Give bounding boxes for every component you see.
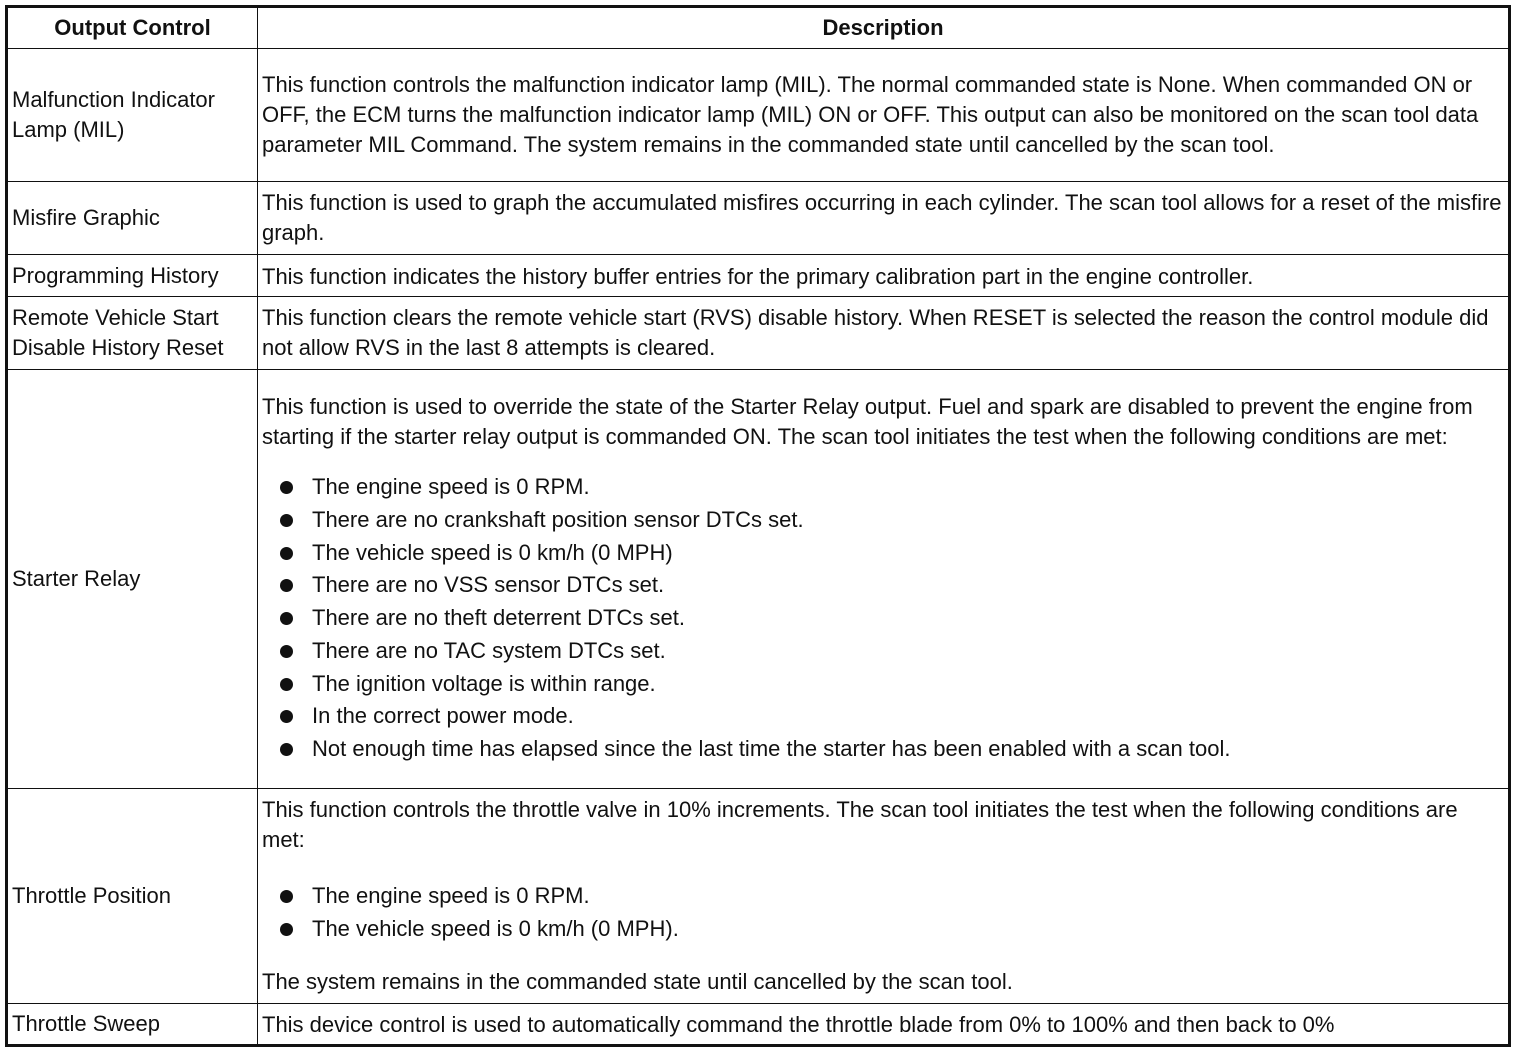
control-line: Starter Relay (12, 566, 141, 591)
description-text: This device control is used to automatically command the throttle blade from 0% to 100% and then back to 0% (262, 1012, 1335, 1037)
description-footer-text: The system remains in the commanded state until cancelled by the scan tool. (262, 969, 1013, 995)
description-text: This function is used to graph the accumulated misfires occurring in each cylinder. The scan tool allows for a reset of the misfire graph. (262, 190, 1502, 245)
row-description-throttle-sweep (258, 1004, 1510, 1046)
control-line: Programming History (12, 262, 219, 288)
table-row (7, 297, 1510, 370)
control-line: Misfire Graphic (12, 205, 160, 230)
list-item: There are no TAC system DTCs set. (262, 635, 1504, 668)
row-description-mil (258, 49, 1510, 182)
list-item: Not enough time has elapsed since the last time the starter has been enabled with a scan tool. (262, 733, 1504, 766)
row-control-throttle-position (7, 789, 258, 1004)
description-text: This function clears the remote vehicle start (RVS) disable history. When RESET is selected the reason the control module did not allow RVS in the last 8 attempts is cleared. (262, 305, 1489, 360)
table-row (7, 1004, 1510, 1046)
table-row (7, 370, 1510, 789)
table-row (7, 49, 1510, 182)
list-item: The vehicle speed is 0 km/h (0 MPH) (262, 537, 1504, 570)
table-header-row (7, 7, 1510, 49)
row-control-programming-history (7, 255, 258, 297)
row-description-throttle-position (258, 789, 1510, 1004)
list-item: In the correct power mode. (262, 700, 1504, 733)
condition-list (262, 880, 1504, 946)
row-description-starter-relay (258, 370, 1510, 789)
description-text: This function is used to override the state of the Starter Relay output. Fuel and spark are disabled to prevent the engine from starting if the starter relay output is commanded ON. The scan tool initiates the test when the following conditions are met: (262, 393, 1473, 449)
list-item: The engine speed is 0 RPM. (262, 880, 1504, 913)
table-row (7, 182, 1510, 255)
control-line: Disable History Reset (12, 335, 224, 360)
row-control-misfire-graphic (7, 182, 258, 255)
header-output-control: Output Control (7, 7, 258, 49)
control-line: Throttle Sweep (12, 1011, 160, 1036)
control-line: Throttle Position (12, 883, 171, 908)
row-control-throttle-sweep (7, 1004, 258, 1046)
description-text: This function controls the malfunction indicator lamp (MIL). The normal commanded state is None. When commanded ON or OFF, the ECM turns the malfunction indicator lamp (MIL) ON or OFF. This output can also be monitored on the scan tool data parameter MIL Command. The system remains in the commanded state until cancelled by the scan tool. (262, 72, 1479, 157)
header-description: Description (258, 7, 1510, 49)
row-description-programming-history (258, 255, 1510, 297)
list-item: There are no theft deterrent DTCs set. (262, 602, 1504, 635)
output-control-table (5, 5, 1511, 1047)
description-text: This function controls the throttle valve in 10% increments. The scan tool initiates the test when the following conditions are met: (262, 796, 1458, 852)
row-control-mil (7, 49, 258, 182)
list-item: The engine speed is 0 RPM. (262, 471, 1504, 504)
description-text: This function indicates the history buffer entries for the primary calibration part in the engine controller. (262, 263, 1254, 289)
control-line: Malfunction Indicator (12, 87, 215, 112)
table-row (7, 255, 1510, 297)
condition-list (262, 471, 1504, 766)
row-control-starter-relay (7, 370, 258, 789)
row-description-misfire-graphic (258, 182, 1510, 255)
row-control-rvs-history-reset (7, 297, 258, 370)
list-item: The ignition voltage is within range. (262, 668, 1504, 701)
control-line: Remote Vehicle Start (12, 305, 219, 330)
table-row (7, 789, 1510, 1004)
list-item: The vehicle speed is 0 km/h (0 MPH). (262, 913, 1504, 946)
list-item: There are no VSS sensor DTCs set. (262, 569, 1504, 602)
list-item: There are no crankshaft position sensor DTCs set. (262, 504, 1504, 537)
control-line: Lamp (MIL) (12, 117, 125, 142)
row-description-rvs-history-reset (258, 297, 1510, 370)
